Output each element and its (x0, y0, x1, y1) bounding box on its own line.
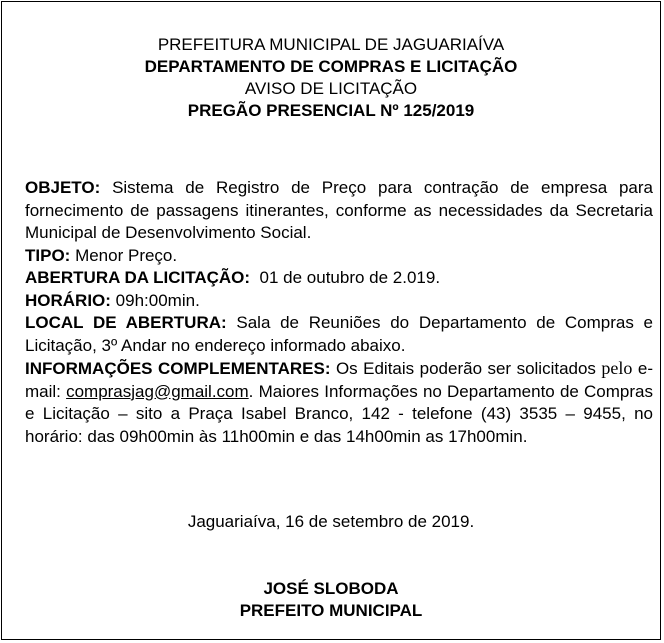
notice-body (25, 177, 653, 448)
signatory-name: JOSÉ SLOBODA (263, 579, 399, 598)
notice-header (2, 34, 660, 122)
objeto-text: Sistema de Registro de Preço para contração de empresa para fornecimento de passagens itinerantes, conforme as necessidades da Secretaria Municipal de Desenvolvimento Social. (25, 178, 653, 242)
horario-label: HORÁRIO: (25, 290, 111, 310)
auction-number: PREGÃO PRESENCIAL Nº 125/2019 (187, 101, 475, 120)
department-title: DEPARTAMENTO DE COMPRAS E LICITAÇÃO (144, 57, 518, 76)
tipo-label: TIPO: (25, 245, 71, 265)
municipality-title: PREFEITURA MUNICIPAL DE JAGUARIAÍVA (157, 35, 505, 54)
horario-text: 09h:00min. (110, 290, 200, 310)
informacoes-label: INFORMAÇÕES COMPLEMENTARES: (25, 359, 331, 378)
abertura-label: ABERTURA DA LICITAÇÃO: (25, 268, 251, 287)
informacoes-text-b: e-mail: (25, 359, 653, 401)
local-paragraph (25, 312, 653, 357)
objeto-label: OBJETO: (25, 178, 101, 197)
informacoes-pelo: pelo (601, 358, 633, 378)
local-text: Sala de Reuniões do Departamento de Compras e Licitação, 3º Andar no endereço informado abaixo. (25, 313, 653, 355)
abertura-paragraph (25, 267, 653, 290)
notice-frame (1, 1, 661, 640)
informacoes-text-a: Os Editais poderão ser solicitados (330, 359, 602, 378)
signature-block (2, 578, 660, 622)
tipo-paragraph (25, 245, 653, 268)
local-label: LOCAL DE ABERTURA: (25, 313, 227, 332)
tipo-text: Menor Preço. (70, 245, 178, 265)
email-link[interactable]: comprasjag@gmail.com (66, 381, 249, 401)
signatory-title: PREFEITO MUNICIPAL (239, 601, 423, 620)
objeto-paragraph (25, 177, 653, 245)
horario-paragraph (25, 290, 653, 313)
notice-type: AVISO DE LICITAÇÃO (244, 79, 418, 98)
abertura-text: 01 de outubro de 2.019. (250, 268, 441, 287)
informacoes-text-c: . Maiores Informações no Departamento de Compras e Licitação – sito a Praça Isabel Branco, 142 - telefone (43) 3535 – 9455, no horário: das 09h00min às 11h00min e das 14h00min as 17h00min. (25, 381, 653, 446)
date-line: Jaguariaíva, 16 de setembro de 2019. (187, 512, 475, 531)
informacoes-paragraph (25, 357, 653, 448)
